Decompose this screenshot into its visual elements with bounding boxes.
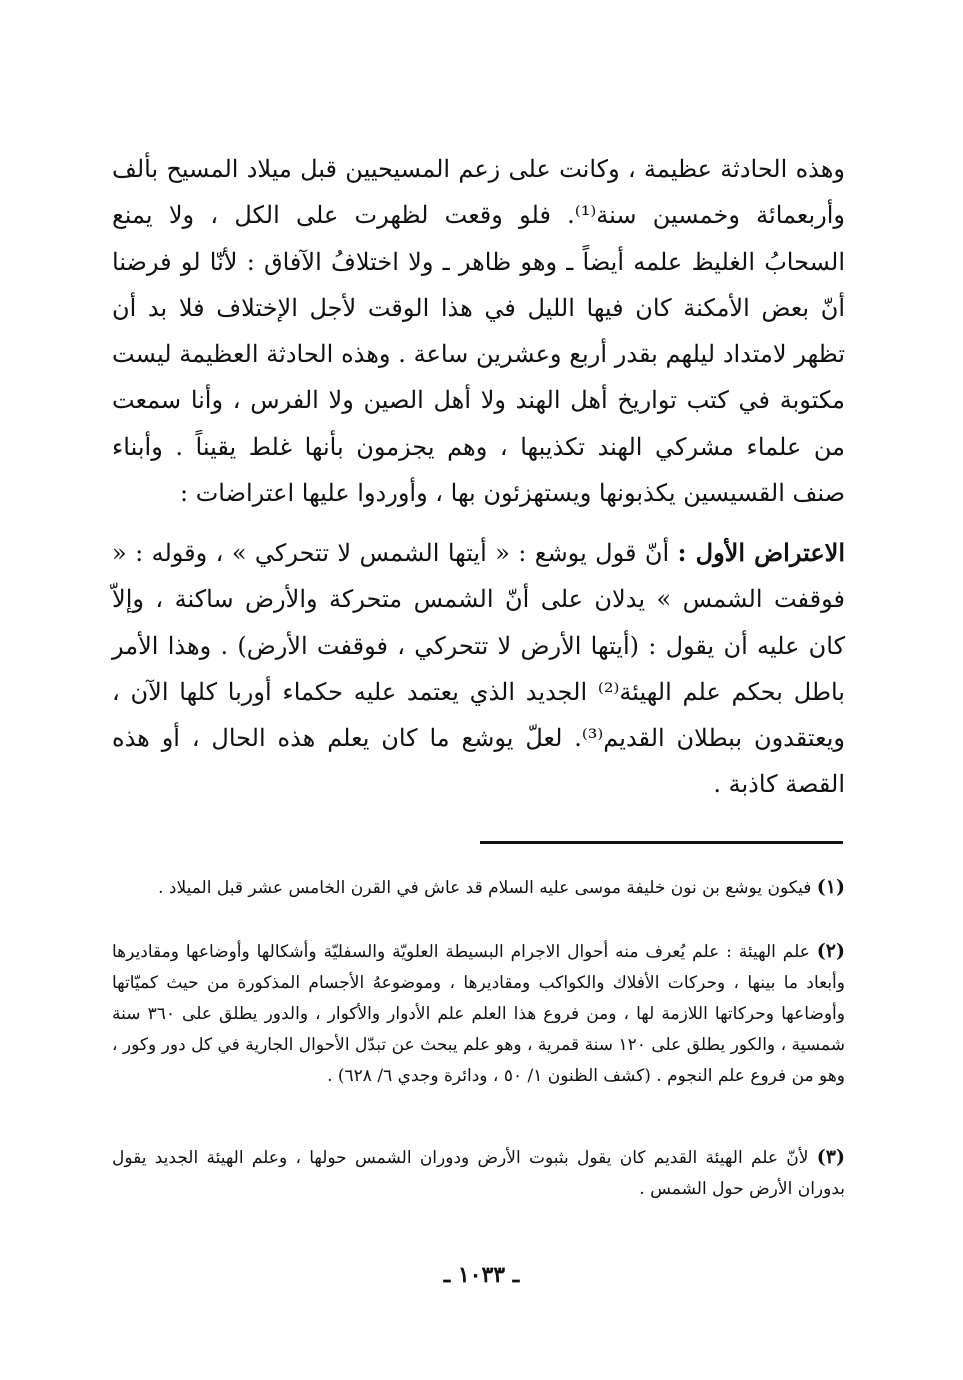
page-number: ـ ١٠٣٣ ـ	[443, 1262, 520, 1288]
footnote-text: علم الهيئة : علم يُعرف منه أحوال الاجرام البسيطة العلويّة والسفليّة وأشكالها وأوضاعها ومقاديرها وأبعاد ما بينها ، وحركات الأفلاك والكواكب ومقاديرها ، وموضوعهُ الأجسام المذكورة من حيث كميّاتها وأوضاعها وحركاتها اللازمة لها ، ومن فروع هذا العلم علم الأدوار والأكوار ، والدور يطلق على ٣٦٠ سنة شمسية ، والكور يطلق على ١٢٠ سنة قمرية ، وهو علم يبحث عن تبدّل الأحوال الجارية في كل دور وكور ، وهو من فروع علم النجوم . (كشف الظنون ١/ ٥٠ ، ودائرة وجدي ٦/ ٦٢٨) .	[112, 942, 845, 1086]
objection-text: أنّ قول يوشع : « أيتها الشمس لا تتحركي » ، وقوله : « فوقفت الشمس » يدلان على أنّ الشمس متحركة والأرض ساكنة ، وإلاّ كان عليه أن يقول : (أيتها الأرض لا تتحركي ، فوقفت الأرض) . وهذا الأمر باطل بحكم علم الهيئة⁽²⁾ الجديد الذي يعتمد عليه حكماء أوربا كلها الآن ، ويعتقدون ببطلان القديم⁽³⁾. لعلّ يوشع ما كان يعلم هذه الحال ، أو هذه القصة كاذبة .	[112, 539, 845, 799]
body-paragraph-1: وهذه الحادثة عظيمة ، وكانت على زعم المسيحيين قبل ميلاد المسيح بألف وأربعمائة وخمسين سنة⁽¹⁾. فلو وقعت لظهرت على الكل ، ولا يمنع السحابُ الغليظ علمه أيضاً ـ وهو ظاهر ـ ولا اختلافُ الآفاق : لأنّا لو فرضنا أنّ بعض الأمكنة كان فيها الليل في هذا الوقت لأجل الإختلاف فلا بد أن تظهر لامتداد ليلهم بقدر أربع وعشرين ساعة . وهذه الحادثة العظيمة ليست مكتوبة في كتب تواريخ أهل الهند ولا أهل الصين ولا الفرس ، وأنا سمعت من علماء مشركي الهند تكذيبها ، وهم يجزمون بأنها غلط يقيناً . وأبناء صنف القسيسين يكذبونها ويستهزئون بها ، وأوردوا عليها اعتراضات :	[112, 155, 846, 508]
footnote-3	[112, 1142, 845, 1205]
footnote-2	[112, 936, 845, 1092]
objection-heading: الاعتراض الأول :	[677, 538, 845, 567]
footnote-number: (٢)	[816, 940, 846, 962]
footnote-number: (٣)	[816, 1146, 845, 1168]
footnote-text: لأنّ علم الهيئة القديم كان يقول بثبوت الأرض ودوران الشمس حولها ، وعلم الهيئة الجديد يقول بدوران الأرض حول الشمس .	[112, 1148, 845, 1199]
body-paragraph-2	[112, 530, 845, 808]
footnote-number: (١)	[816, 876, 845, 898]
footnote-1	[112, 872, 845, 904]
footnote-divider	[480, 841, 843, 844]
footnote-text: فيكون يوشع بن نون خليفة موسى عليه السلام قد عاش في القرن الخامس عشر قبل الميلاد .	[158, 878, 812, 898]
